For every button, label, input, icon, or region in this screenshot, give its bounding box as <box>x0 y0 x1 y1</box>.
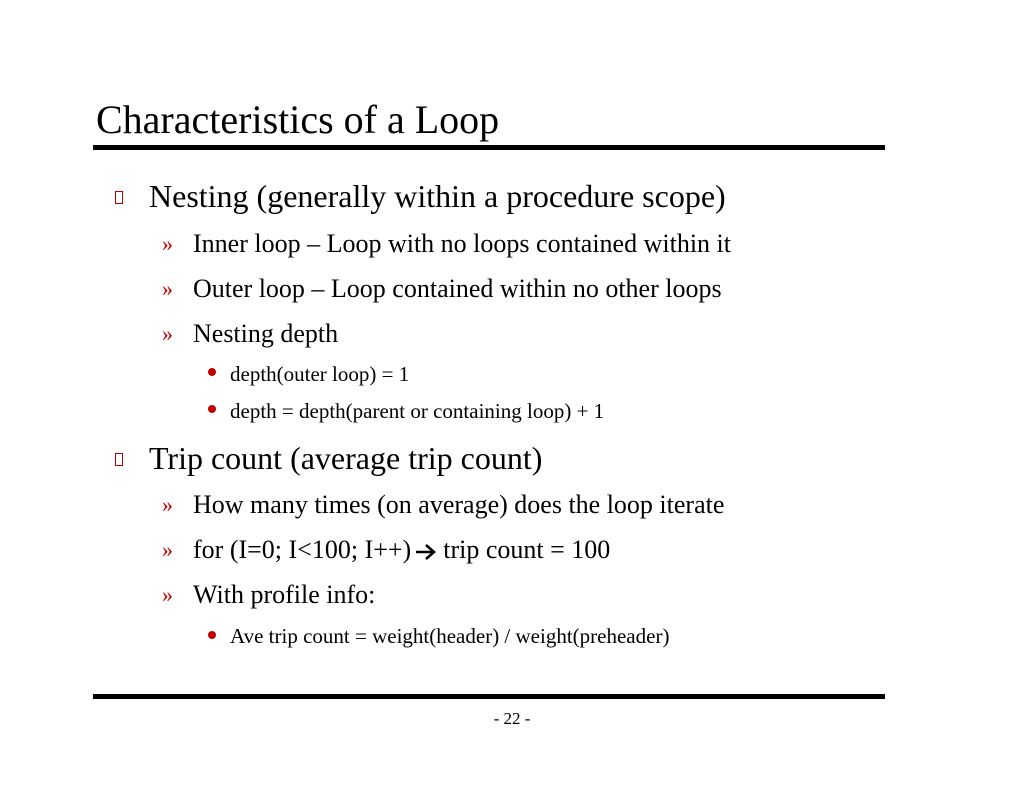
page-number: - 22 - <box>493 709 531 728</box>
sub-sub-bullet-depth-outer: depth(outer loop) = 1 <box>230 362 410 386</box>
dot-bullet-icon <box>208 368 216 376</box>
sub-bullet-for-loop-example <box>193 534 610 566</box>
guillemet-bullet-icon: » <box>162 537 173 562</box>
sub-bullet-inner-loop: Inner loop – Loop with no loops contained within it <box>193 229 731 258</box>
dot-bullet-icon <box>208 405 216 413</box>
sub-bullet-profile-info: With profile info: <box>193 580 376 609</box>
footer-rule <box>93 694 885 699</box>
for-loop-code: for (I=0; I<100; I++) <box>193 535 412 564</box>
guillemet-bullet-icon: » <box>162 582 173 607</box>
box-bullet-icon <box>115 191 123 204</box>
sub-sub-bullet-depth-formula: depth = depth(parent or containing loop) + 1 <box>230 399 605 423</box>
sub-bullet-outer-loop: Outer loop – Loop contained within no other loops <box>193 274 722 303</box>
bullet-trip-count: Trip count (average trip count) <box>149 440 543 476</box>
guillemet-bullet-icon: » <box>162 321 173 346</box>
box-bullet-icon <box>115 453 123 466</box>
right-arrow-icon <box>415 543 437 561</box>
sub-bullet-how-many-times: How many times (on average) does the loop iterate <box>193 490 725 519</box>
trip-count-result: trip count = 100 <box>443 535 611 564</box>
bullet-nesting: Nesting (generally within a procedure scope) <box>149 178 726 214</box>
sub-bullet-nesting-depth: Nesting depth <box>193 319 339 348</box>
title-rule <box>93 145 885 150</box>
guillemet-bullet-icon: » <box>162 231 173 256</box>
sub-sub-bullet-ave-trip-count: Ave trip count = weight(header) / weight(preheader) <box>230 624 670 648</box>
guillemet-bullet-icon: » <box>162 492 173 517</box>
dot-bullet-icon <box>208 631 216 639</box>
slide-title: Characteristics of a Loop <box>96 97 500 142</box>
guillemet-bullet-icon: » <box>162 276 173 301</box>
